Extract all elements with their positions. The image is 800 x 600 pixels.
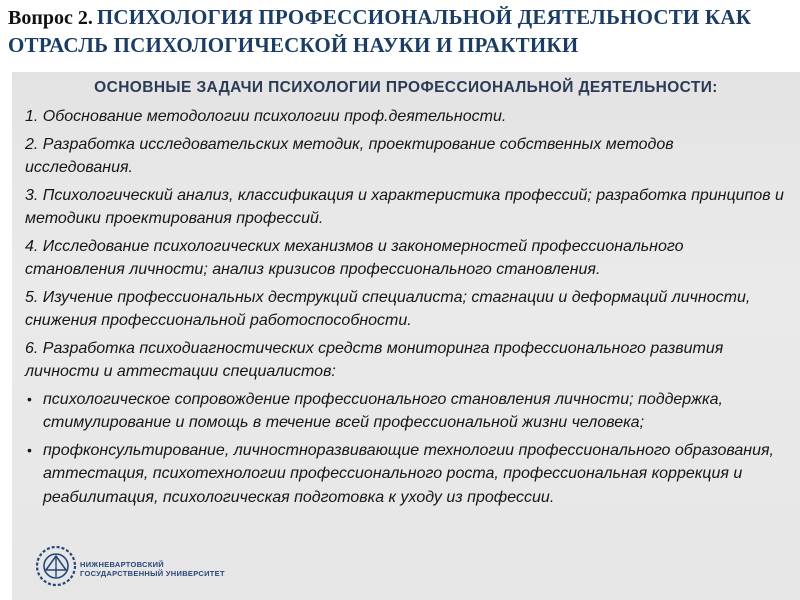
university-logo [34, 543, 244, 589]
bullet-marker: • [27, 390, 32, 407]
university-emblem-icon [34, 543, 78, 589]
bullet-text: профконсультирование, личностноразвивающие технологии профессионального образования, аттестация, психотехнологии профессионального роста, профессиональная коррекция и реабилитация, психологическая подготовка к уходу из профессии. [43, 441, 774, 506]
slide-header [0, 0, 800, 72]
task-item-3: 3. Психологический анализ, классификация и характеристика профессий; разработка принципов и методики проектирования профессий. [25, 186, 784, 227]
title-text-1: ПСИХОЛОГИЯ ПРОФЕССИОНАЛЬНОЙ ДЕЯТЕЛЬНОСТИ КАК [96, 5, 752, 29]
section-subtitle: ОСНОВНЫЕ ЗАДАЧИ ПСИХОЛОГИИ ПРОФЕССИОНАЛЬНОЙ ДЕЯТЕЛЬНОСТИ: [94, 79, 718, 96]
task-item-1: 1. Обоснование методологии психологии проф.деятельности. [25, 108, 507, 125]
task-item-6: 6. Разработка психодиагностических средств мониторинга профессионального развития личности и аттестации специалистов: [25, 339, 724, 380]
logo-line-1: НИЖНЕВАРТОВСКИЙ [80, 560, 165, 569]
bullet-marker: • [27, 441, 32, 458]
task-item-2: 2. Разработка исследовательских методик, проектирование собственных методов исследования. [25, 135, 674, 176]
title-text-2: ОТРАСЛЬ ПСИХОЛОГИЧЕСКОЙ НАУКИ И ПРАКТИКИ [8, 33, 579, 57]
slide-title-line-1 [8, 5, 751, 30]
task-item-4: 4. Исследование психологических механизмов и закономерностей профессионального становления личности; анализ кризисов профессионального становления. [25, 237, 684, 278]
content-panel [12, 72, 800, 600]
bullet-item-2 [25, 439, 785, 510]
task-item-5: 5. Изучение профессиональных деструкций специалиста; стагнации и деформаций личности, снижения профессиональной работоспособности. [25, 288, 751, 329]
question-number: Вопрос 2. [8, 7, 93, 29]
bullet-item-1 [25, 388, 785, 435]
slide-title-line-2 [8, 33, 578, 58]
bullet-text: психологическое сопровождение профессионального становления личности; поддержка, стимулирование и помощь в течение всей профессиональной жизни человека; [43, 390, 723, 431]
task-list [25, 105, 785, 513]
logo-line-2: ГОСУДАРСТВЕННЫЙ УНИВЕРСИТЕТ [80, 569, 225, 578]
